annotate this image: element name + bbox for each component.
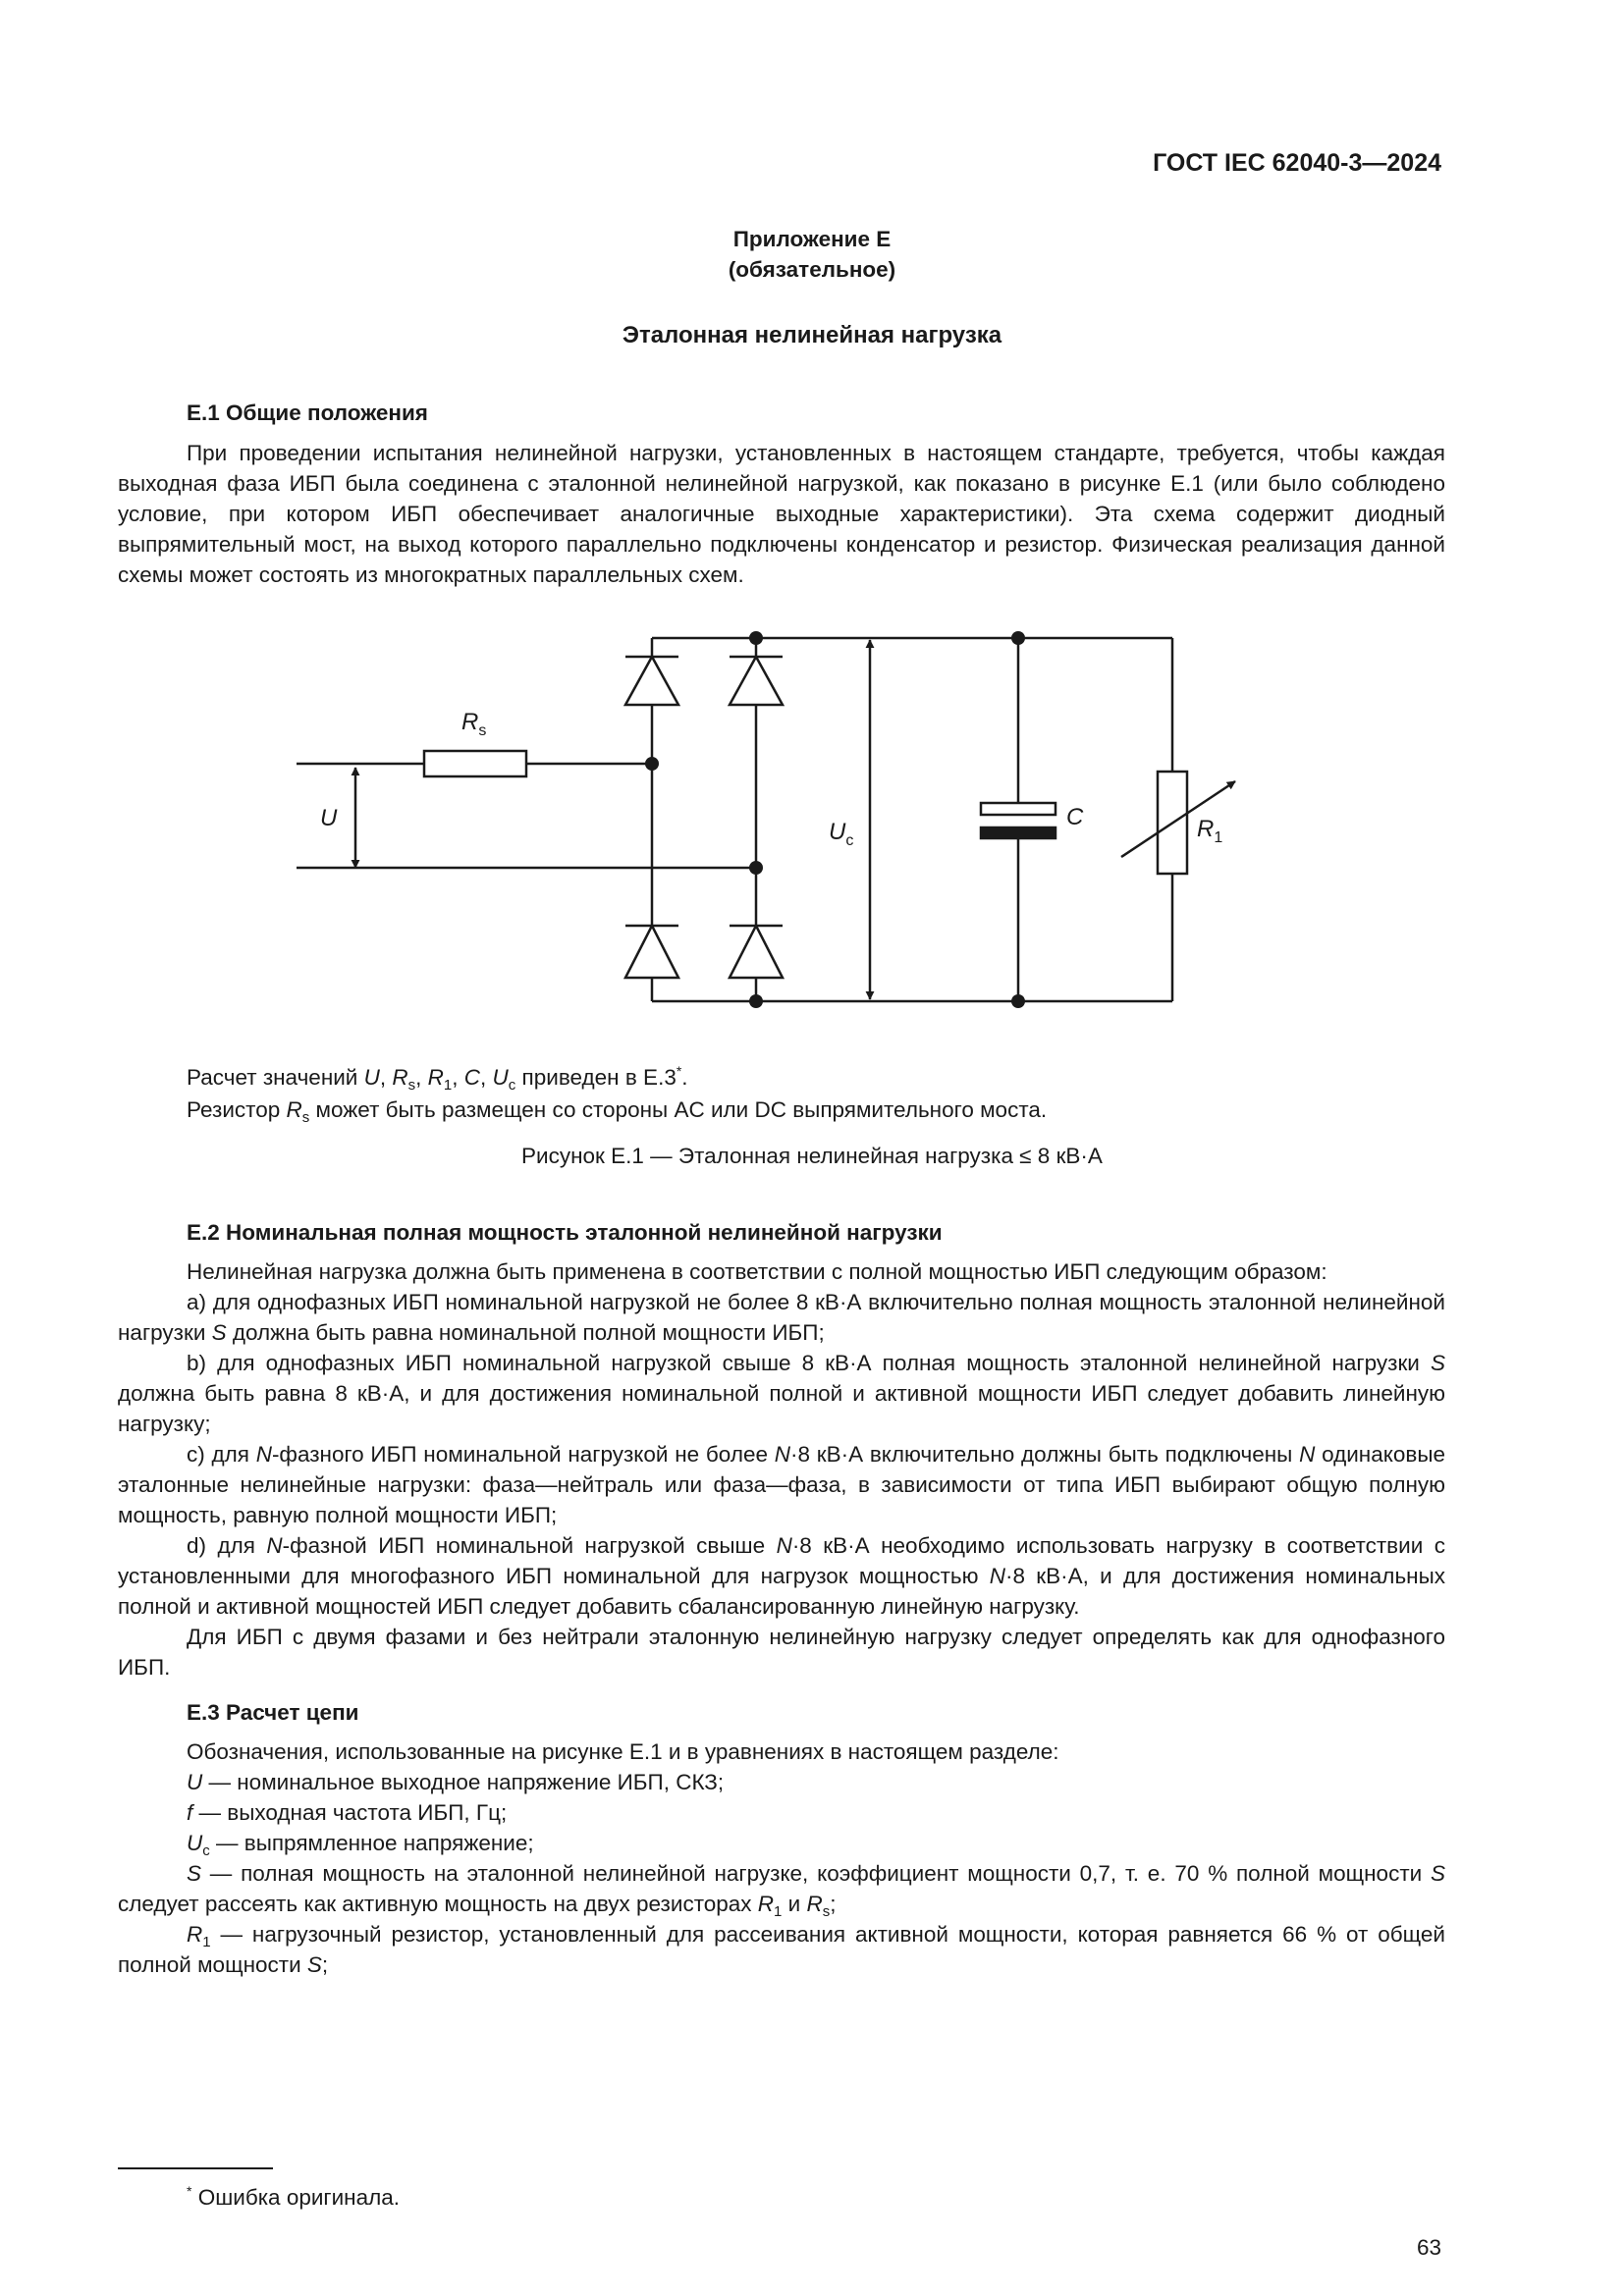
section-e2-item-c: с) для N-фазного ИБП номинальной нагрузкой не более N·8 кВ·А включительно должны быть подключены N одинаковые эталонные нелинейные нагрузки: фаза—нейтраль или фаза—фаза, в зависимости от типа ИБП выбирают общую полную мощность, равную полной мощности ИБП; [118, 1442, 1445, 1527]
section-e2-item-b: b) для однофазных ИБП номинальной нагрузкой свыше 8 кВ·А полная мощность эталонной нелинейной нагрузки S должна быть равна 8 кВ·А, и для достижения номинальной полной и активной мощности ИБП следует добавить линейную нагрузку; [118, 1351, 1445, 1436]
definition-u: U — номинальное выходное напряжение ИБП, СКЗ; [187, 1770, 725, 1794]
diode-bottom-left [625, 926, 678, 978]
figure-note-values: Расчет значений U, $R_s$, $R_1$, C, $U_c$ приведен в E.3*. [187, 1063, 688, 1094]
annex-title: Приложение E [732, 227, 892, 251]
junction-bottom-bridge [749, 994, 763, 1008]
section-e3-intro: Обозначения, использованные на рисунке E.1 и в уравнениях в настоящем разделе: [187, 1739, 1059, 1764]
capacitor-plate-bottom [981, 828, 1056, 838]
junction-ac-left [645, 757, 659, 771]
footnote-rule [118, 2167, 273, 2169]
annex-heading: Эталонная нелинейная нагрузка [622, 322, 1002, 348]
diode-top-left [625, 657, 678, 705]
resistor-rs [424, 751, 526, 776]
circuit-diagram [0, 0, 1624, 1099]
section-e2-intro: Нелинейная нагрузка должна быть применена в соответствии с полной мощностью ИБП следующим образом: [187, 1259, 1327, 1284]
figure-note-rs: Резистор $R_s$ может быть размещен со стороны AC или DC выпрямительного моста. [187, 1097, 1048, 1126]
label-r1: $R_1$ [1197, 816, 1223, 846]
definition-s: S — полная мощность на эталонной нелинейной нагрузке, коэффициент мощности 0,7, т. е. 70 % полной мощности S следует рассеять как активную мощность на двух резисторах $R_1$ и $R_s$; [118, 1861, 1445, 1920]
section-e2-item-d: d) для N-фазной ИБП номинальной нагрузкой свыше N·8 кВ·А необходимо использовать нагрузку в соответствии с установленными для многофазного ИБП номинальной для нагрузок мощностью N·8 кВ·А, и для достижения номинальных полной и активной мощностей ИБП следует добавить сбалансированную линейную нагрузку. [118, 1533, 1446, 1619]
diode-top-right [730, 657, 783, 705]
label-u: U [320, 805, 338, 831]
annex-status: (обязательное) [728, 257, 896, 282]
section-e1-heading: E.1 Общие положения [187, 400, 428, 425]
label-rs: $R_s$ [461, 709, 487, 739]
section-e1-text: При проведении испытания нелинейной нагрузки, установленных в настоящем стандарте, требуется, чтобы каждая выходная фаза ИБП была соединена с эталонной нелинейной нагрузкой, как показано в рисунке E.1 (или было соблюдено условие, при котором ИБП обеспечивает аналогичные выходные характеристики). Эта схема содержит диодный выпрямительный мост, на выход которого параллельно подключены конденсатор и резистор. Физическая реализация данной схемы может состоять из многократных параллельных схем. [118, 441, 1445, 587]
section-e2-item-a: а) для однофазных ИБП номинальной нагрузкой не более 8 кВ·А включительно полная мощность эталонной нелинейной нагрузки S должна быть равна номинальной полной мощности ИБП; [118, 1290, 1445, 1345]
page-number: 63 [1416, 2235, 1441, 2260]
definition-uc: $U_c$ — выпрямленное напряжение; [187, 1831, 534, 1859]
footnote: * Ошибка оригинала. [187, 2183, 401, 2210]
capacitor-plate-top [981, 803, 1056, 815]
diode-bottom-right [730, 926, 783, 978]
section-e2-heading: E.2 Номинальная полная мощность эталонной нелинейной нагрузки [187, 1220, 943, 1245]
junction-bottom-cap [1011, 994, 1025, 1008]
junction-ac-right [749, 861, 763, 875]
definition-f: f — выходная частота ИБП, Гц; [187, 1800, 508, 1825]
section-e2-two-phase: Для ИБП с двумя фазами и без нейтрали эталонную нелинейную нагрузку следует определять как для однофазного ИБП. [118, 1625, 1445, 1680]
document-code: ГОСТ IEC 62040-3—2024 [1153, 149, 1441, 177]
definition-r1: $R_1$ — нагрузочный резистор, установленный для рассеивания активной мощности, которая равняется 66 % от общей полной мощности S; [118, 1922, 1445, 1977]
junction-top-bridge [749, 631, 763, 645]
section-e3-heading: E.3 Расчет цепи [187, 1700, 359, 1725]
figure-caption: Рисунок E.1 — Эталонная нелинейная нагрузка ≤ 8 кВ·А [521, 1144, 1103, 1168]
label-uc: $U_c$ [829, 819, 854, 849]
junction-top-cap [1011, 631, 1025, 645]
label-c: C [1066, 804, 1084, 830]
